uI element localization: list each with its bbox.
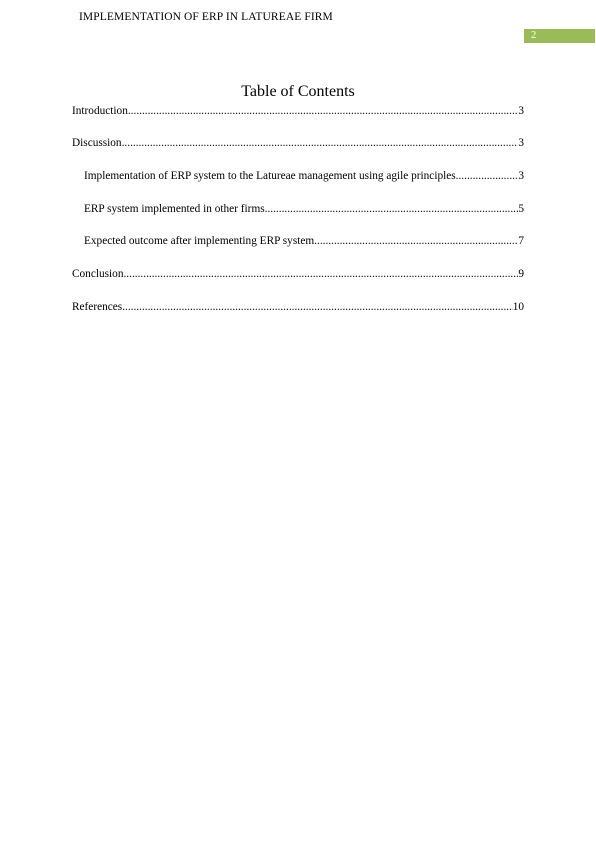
toc-entry-label: Introduction: [72, 105, 128, 117]
toc-entry-discussion[interactable]: [72, 136, 524, 150]
toc-dot-leader: [122, 136, 519, 150]
toc-entry-page: 10: [512, 301, 524, 313]
toc-entry-label: Expected outcome after implementing ERP system: [84, 235, 315, 247]
toc-entry-conclusion[interactable]: [72, 267, 524, 281]
toc-dot-leader: [456, 169, 519, 183]
toc-entry-label: Discussion: [72, 137, 122, 149]
running-header-title: IMPLEMENTATION OF ERP IN LATUREAE FIRM: [79, 11, 333, 23]
toc-entry-label: References: [72, 301, 123, 313]
toc-dot-leader: [265, 202, 519, 216]
toc-entry-page: 9: [518, 268, 524, 280]
page-number: 2: [531, 30, 537, 41]
toc-dot-leader: [314, 234, 518, 248]
toc-entry-label: Implementation of ERP system to the Latureae management using agile principles: [84, 170, 456, 182]
page-number-bar: [524, 29, 595, 43]
toc-entry-page: 3: [518, 105, 524, 117]
toc-entry-page: 5: [518, 203, 524, 215]
toc-entry-introduction[interactable]: [72, 104, 524, 118]
toc-dot-leader: [123, 267, 518, 281]
toc-dot-leader: [128, 104, 518, 118]
toc-entry-implementation[interactable]: [84, 169, 524, 183]
toc-dot-leader: [122, 300, 513, 314]
toc-title: Table of Contents: [241, 83, 355, 100]
toc-entry-references[interactable]: [72, 300, 524, 314]
toc-entry-page: 3: [518, 137, 524, 149]
toc-entry-expected-outcome[interactable]: [84, 234, 524, 248]
toc-entry-page: 3: [518, 170, 524, 182]
toc-entry-page: 7: [518, 235, 524, 247]
toc-entry-label: Conclusion: [72, 268, 124, 280]
toc-entry-label: ERP system implemented in other firms: [84, 203, 265, 215]
toc-entry-other-firms[interactable]: [84, 202, 524, 216]
